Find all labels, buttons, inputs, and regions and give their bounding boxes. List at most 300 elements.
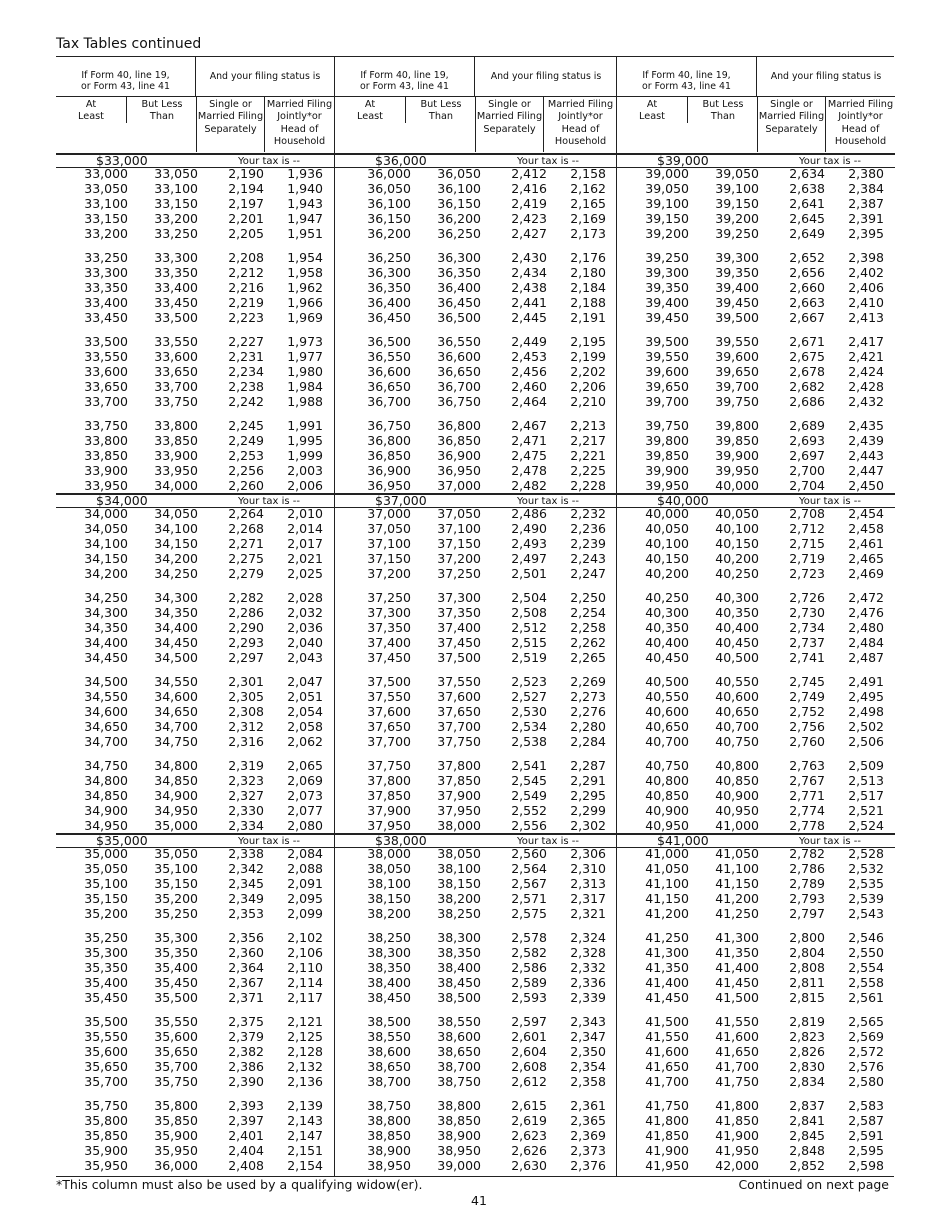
but-less-value: 40,800 <box>715 758 759 773</box>
single-tax-value: 2,249 <box>228 433 264 448</box>
table-row <box>56 689 334 704</box>
at-least-value: 37,550 <box>367 689 411 704</box>
single-tax-value: 2,301 <box>228 674 264 689</box>
joint-tax-value: 1,988 <box>287 394 323 409</box>
but-less-value: 37,600 <box>437 689 481 704</box>
but-less-value: 33,100 <box>154 181 198 196</box>
table-row <box>56 803 334 818</box>
single-tax-value: 2,763 <box>789 758 825 773</box>
table-row <box>335 566 617 581</box>
at-least-value: 39,450 <box>645 310 689 325</box>
joint-tax-value: 2,432 <box>848 394 884 409</box>
joint-tax-value: 2,043 <box>287 650 323 665</box>
at-least-value: 39,400 <box>645 295 689 310</box>
table-row <box>56 1014 334 1029</box>
joint-tax-value: 2,225 <box>570 463 606 478</box>
table-row <box>56 635 334 650</box>
header-line: Than <box>149 111 175 123</box>
table-row <box>335 758 617 773</box>
at-least-value: 38,750 <box>367 1098 411 1113</box>
at-least-value: 40,500 <box>645 674 689 689</box>
table-row <box>617 394 895 409</box>
header-line: Married Filing <box>758 111 825 123</box>
at-least-value: 34,650 <box>84 719 128 734</box>
single-tax-value: 2,797 <box>789 906 825 921</box>
single-tax-value: 2,316 <box>228 734 264 749</box>
joint-tax-value: 2,469 <box>848 566 884 581</box>
table-row <box>56 334 334 349</box>
but-less-value: 38,550 <box>437 1014 481 1029</box>
at-least-value: 35,450 <box>84 990 128 1005</box>
table-row <box>335 803 617 818</box>
but-less-value: 37,250 <box>437 566 481 581</box>
at-least-value: 37,400 <box>367 635 411 650</box>
at-least-value: 33,600 <box>84 364 128 379</box>
table-row <box>56 394 334 409</box>
header-line: Household <box>554 135 607 147</box>
single-tax-value: 2,638 <box>789 181 825 196</box>
at-least-value: 41,050 <box>645 861 689 876</box>
joint-tax-value: 2,398 <box>848 250 884 265</box>
header-line: Least <box>639 111 665 123</box>
single-tax-value: 2,671 <box>789 334 825 349</box>
table-row <box>335 265 617 280</box>
table-row <box>335 876 617 891</box>
joint-tax-value: 2,302 <box>570 818 606 833</box>
single-tax-value: 2,552 <box>511 803 547 818</box>
single-tax-value: 2,527 <box>511 689 547 704</box>
single-tax-value: 2,260 <box>228 478 264 493</box>
but-less-value: 41,050 <box>715 846 759 861</box>
single-tax-value: 2,645 <box>789 211 825 226</box>
joint-tax-value: 2,495 <box>848 689 884 704</box>
single-tax-value: 2,382 <box>228 1044 264 1059</box>
table-row <box>56 590 334 605</box>
table-row <box>56 433 334 448</box>
table-row <box>56 448 334 463</box>
single-tax-value: 2,434 <box>511 265 547 280</box>
but-less-value: 33,400 <box>154 280 198 295</box>
at-least-value: 34,150 <box>84 551 128 566</box>
joint-tax-value: 2,354 <box>570 1059 606 1074</box>
joint-tax-value: 2,461 <box>848 536 884 551</box>
at-least-value: 36,700 <box>367 394 411 409</box>
but-less-value: 33,800 <box>154 418 198 433</box>
table-row <box>56 364 334 379</box>
joint-tax-value: 2,210 <box>570 394 606 409</box>
joint-tax-value: 2,583 <box>848 1098 884 1113</box>
table-row <box>617 975 895 990</box>
single-tax-value: 2,338 <box>228 846 264 861</box>
at-least-value: 41,000 <box>645 846 689 861</box>
header-line: Married Filing <box>266 99 333 110</box>
single-tax-value: 2,423 <box>511 211 547 226</box>
table-row <box>335 334 617 349</box>
table-row <box>617 719 895 734</box>
at-least-value: 38,650 <box>367 1059 411 1074</box>
at-least-value: 37,800 <box>367 773 411 788</box>
table-row <box>617 250 895 265</box>
table-row <box>617 590 895 605</box>
table-row <box>335 734 617 749</box>
single-tax-value: 2,760 <box>789 734 825 749</box>
table-row <box>617 310 895 325</box>
but-less-value: 38,150 <box>437 876 481 891</box>
single-tax-value: 2,663 <box>789 295 825 310</box>
at-least-value: 36,100 <box>367 196 411 211</box>
table-row <box>56 891 334 906</box>
but-less-value: 38,200 <box>437 891 481 906</box>
table-row <box>335 181 617 196</box>
joint-tax-value: 2,265 <box>570 650 606 665</box>
but-less-value: 41,000 <box>715 818 759 833</box>
single-tax-value: 2,504 <box>511 590 547 605</box>
bracket-label: $38,000 <box>375 833 427 848</box>
single-tax-value: 2,604 <box>511 1044 547 1059</box>
joint-tax-value: 2,361 <box>570 1098 606 1113</box>
bracket-label: $40,000 <box>657 493 709 508</box>
at-least-value: 41,450 <box>645 990 689 1005</box>
single-tax-value: 2,752 <box>789 704 825 719</box>
at-least-value: 40,800 <box>645 773 689 788</box>
but-less-value: 38,350 <box>437 945 481 960</box>
at-least-value: 38,950 <box>367 1158 411 1173</box>
but-less-value: 38,400 <box>437 960 481 975</box>
but-less-value: 35,650 <box>154 1044 198 1059</box>
at-least-value: 34,750 <box>84 758 128 773</box>
but-less-value: 39,350 <box>715 265 759 280</box>
table-row <box>335 349 617 364</box>
but-less-value: 36,900 <box>437 448 481 463</box>
table-row <box>335 891 617 906</box>
table-row <box>56 605 334 620</box>
at-least-value: 38,850 <box>367 1128 411 1143</box>
joint-tax-value: 2,413 <box>848 310 884 325</box>
header-line: If Form 40, line 19, <box>642 70 731 81</box>
joint-tax-value: 2,106 <box>287 945 323 960</box>
at-least-value: 35,650 <box>84 1059 128 1074</box>
but-less-value: 36,450 <box>437 295 481 310</box>
table-row <box>335 196 617 211</box>
joint-tax-value: 2,502 <box>848 719 884 734</box>
single-tax-value: 2,271 <box>228 536 264 551</box>
single-tax-value: 2,660 <box>789 280 825 295</box>
table-row <box>335 1113 617 1128</box>
at-least-value: 35,850 <box>84 1128 128 1143</box>
at-least-value: 40,650 <box>645 719 689 734</box>
single-tax-value: 2,545 <box>511 773 547 788</box>
joint-tax-value: 2,217 <box>570 433 606 448</box>
at-least-value: 37,500 <box>367 674 411 689</box>
joint-tax-value: 2,080 <box>287 818 323 833</box>
single-tax-value: 2,453 <box>511 349 547 364</box>
joint-tax-value: 2,480 <box>848 620 884 635</box>
but-less-value: 38,900 <box>437 1128 481 1143</box>
joint-tax-value: 2,358 <box>570 1074 606 1089</box>
column-headers <box>56 97 334 152</box>
at-least-value: 35,400 <box>84 975 128 990</box>
but-less-value: 41,600 <box>715 1029 759 1044</box>
but-less-value: 35,750 <box>154 1074 198 1089</box>
joint-tax-value: 2,332 <box>570 960 606 975</box>
table-row <box>335 719 617 734</box>
joint-tax-value: 2,202 <box>570 364 606 379</box>
but-less-value: 36,850 <box>437 433 481 448</box>
at-least-value: 36,250 <box>367 250 411 265</box>
bracket-label: $36,000 <box>375 153 427 168</box>
but-less-value: 38,800 <box>437 1098 481 1113</box>
joint-tax-value: 2,151 <box>287 1143 323 1158</box>
joint-tax-value: 2,421 <box>848 349 884 364</box>
at-least-value: 35,550 <box>84 1029 128 1044</box>
but-less-value: 40,300 <box>715 590 759 605</box>
table-row <box>56 181 334 196</box>
single-tax-value: 2,578 <box>511 930 547 945</box>
table-row <box>335 364 617 379</box>
at-least-value: 40,200 <box>645 566 689 581</box>
single-tax-value: 2,723 <box>789 566 825 581</box>
single-tax-value: 2,682 <box>789 379 825 394</box>
but-less-value: 40,950 <box>715 803 759 818</box>
table-row <box>335 1098 617 1113</box>
but-less-value: 39,700 <box>715 379 759 394</box>
at-least-value: 34,450 <box>84 650 128 665</box>
at-least-value: 39,250 <box>645 250 689 265</box>
at-least-value: 40,350 <box>645 620 689 635</box>
header-line: Than <box>710 111 736 123</box>
single-tax-value: 2,456 <box>511 364 547 379</box>
income-source-header <box>617 57 756 96</box>
table-row <box>617 1098 895 1113</box>
single-tax-value: 2,219 <box>228 295 264 310</box>
but-less-value: 42,000 <box>715 1158 759 1173</box>
table-row <box>617 650 895 665</box>
joint-tax-value: 2,247 <box>570 566 606 581</box>
table-row <box>617 788 895 803</box>
at-least-value: 34,350 <box>84 620 128 635</box>
joint-tax-value: 2,532 <box>848 861 884 876</box>
but-less-value: 40,600 <box>715 689 759 704</box>
but-less-value: 41,350 <box>715 945 759 960</box>
at-least-value: 34,200 <box>84 566 128 581</box>
at-least-value: 35,050 <box>84 861 128 876</box>
single-tax-value: 2,778 <box>789 818 825 833</box>
table-row <box>335 1029 617 1044</box>
at-least-value: 33,850 <box>84 448 128 463</box>
but-less-value: 33,250 <box>154 226 198 241</box>
joint-tax-value: 1,940 <box>287 181 323 196</box>
col-single <box>757 97 825 152</box>
at-least-value: 33,250 <box>84 250 128 265</box>
joint-tax-value: 1,995 <box>287 433 323 448</box>
but-less-value: 33,050 <box>154 166 198 181</box>
table-row <box>56 758 334 773</box>
single-tax-value: 2,789 <box>789 876 825 891</box>
single-tax-value: 2,360 <box>228 945 264 960</box>
at-least-value: 36,350 <box>367 280 411 295</box>
table-row <box>617 674 895 689</box>
joint-tax-value: 2,284 <box>570 734 606 749</box>
at-least-value: 34,950 <box>84 818 128 833</box>
at-least-value: 36,050 <box>367 181 411 196</box>
but-less-value: 40,750 <box>715 734 759 749</box>
table-row <box>335 280 617 295</box>
table-row <box>617 1113 895 1128</box>
but-less-value: 38,450 <box>437 975 481 990</box>
single-tax-value: 2,786 <box>789 861 825 876</box>
table-row <box>617 379 895 394</box>
but-less-value: 38,750 <box>437 1074 481 1089</box>
single-tax-value: 2,449 <box>511 334 547 349</box>
joint-tax-value: 2,191 <box>570 310 606 325</box>
tax-is-label: Your tax is -- <box>798 496 862 507</box>
at-least-value: 35,250 <box>84 930 128 945</box>
single-tax-value: 2,386 <box>228 1059 264 1074</box>
joint-tax-value: 2,088 <box>287 861 323 876</box>
single-tax-value: 2,519 <box>511 650 547 665</box>
table-row <box>335 773 617 788</box>
single-tax-value: 2,327 <box>228 788 264 803</box>
but-less-value: 36,350 <box>437 265 481 280</box>
table-row <box>56 265 334 280</box>
table-row <box>617 605 895 620</box>
table-row <box>617 704 895 719</box>
joint-tax-value: 2,114 <box>287 975 323 990</box>
table-row <box>56 1128 334 1143</box>
table-row <box>617 166 895 181</box>
but-less-value: 39,600 <box>715 349 759 364</box>
at-least-value: 39,900 <box>645 463 689 478</box>
but-less-value: 39,450 <box>715 295 759 310</box>
but-less-value: 40,000 <box>715 478 759 493</box>
table-row <box>335 551 617 566</box>
at-least-value: 39,850 <box>645 448 689 463</box>
at-least-value: 35,800 <box>84 1113 128 1128</box>
joint-tax-value: 2,162 <box>570 181 606 196</box>
but-less-value: 35,250 <box>154 906 198 921</box>
col-single <box>196 97 264 152</box>
but-less-value: 38,250 <box>437 906 481 921</box>
single-tax-value: 2,345 <box>228 876 264 891</box>
table-row <box>335 1014 617 1029</box>
col-but-less-than <box>405 97 476 123</box>
single-tax-value: 2,231 <box>228 349 264 364</box>
single-tax-value: 2,397 <box>228 1113 264 1128</box>
joint-tax-value: 2,572 <box>848 1044 884 1059</box>
at-least-value: 38,800 <box>367 1113 411 1128</box>
but-less-value: 40,100 <box>715 521 759 536</box>
joint-tax-value: 1,954 <box>287 250 323 265</box>
table-row <box>335 590 617 605</box>
header-line: Married Filing <box>476 111 543 123</box>
joint-tax-value: 1,966 <box>287 295 323 310</box>
at-least-value: 41,150 <box>645 891 689 906</box>
single-tax-value: 2,564 <box>511 861 547 876</box>
joint-tax-value: 2,580 <box>848 1074 884 1089</box>
joint-tax-value: 1,943 <box>287 196 323 211</box>
but-less-value: 36,200 <box>437 211 481 226</box>
header-line: At <box>364 99 376 110</box>
table-row <box>335 635 617 650</box>
single-tax-value: 2,427 <box>511 226 547 241</box>
joint-tax-value: 2,069 <box>287 773 323 788</box>
table-row <box>335 310 617 325</box>
but-less-value: 34,600 <box>154 689 198 704</box>
but-less-value: 41,250 <box>715 906 759 921</box>
at-least-value: 36,000 <box>367 166 411 181</box>
but-less-value: 38,000 <box>437 818 481 833</box>
single-tax-value: 2,379 <box>228 1029 264 1044</box>
table-row <box>335 605 617 620</box>
at-least-value: 34,850 <box>84 788 128 803</box>
single-tax-value: 2,734 <box>789 620 825 635</box>
single-tax-value: 2,342 <box>228 861 264 876</box>
but-less-value: 40,650 <box>715 704 759 719</box>
at-least-value: 36,150 <box>367 211 411 226</box>
but-less-value: 34,000 <box>154 478 198 493</box>
at-least-value: 36,800 <box>367 433 411 448</box>
at-least-value: 40,900 <box>645 803 689 818</box>
single-tax-value: 2,745 <box>789 674 825 689</box>
at-least-value: 41,900 <box>645 1143 689 1158</box>
table-row <box>335 448 617 463</box>
but-less-value: 34,400 <box>154 620 198 635</box>
joint-tax-value: 2,287 <box>570 758 606 773</box>
at-least-value: 35,500 <box>84 1014 128 1029</box>
at-least-value: 38,500 <box>367 1014 411 1029</box>
at-least-value: 40,850 <box>645 788 689 803</box>
header-line: Separately <box>204 123 257 135</box>
but-less-value: 35,150 <box>154 876 198 891</box>
at-least-value: 36,750 <box>367 418 411 433</box>
single-tax-value: 2,719 <box>789 551 825 566</box>
table-row <box>56 1113 334 1128</box>
at-least-value: 36,950 <box>367 478 411 493</box>
but-less-value: 35,100 <box>154 861 198 876</box>
at-least-value: 40,750 <box>645 758 689 773</box>
table-row <box>617 280 895 295</box>
but-less-value: 36,550 <box>437 334 481 349</box>
table-row <box>56 211 334 226</box>
but-less-value: 34,500 <box>154 650 198 665</box>
single-tax-value: 2,641 <box>789 196 825 211</box>
col-but-less-than <box>687 97 758 123</box>
table-row <box>617 1074 895 1089</box>
but-less-value: 35,050 <box>154 846 198 861</box>
single-tax-value: 2,715 <box>789 536 825 551</box>
but-less-value: 37,850 <box>437 773 481 788</box>
table-row <box>617 891 895 906</box>
joint-tax-value: 2,576 <box>848 1059 884 1074</box>
table-row <box>617 1158 895 1173</box>
table-row <box>56 734 334 749</box>
single-tax-value: 2,297 <box>228 650 264 665</box>
joint-tax-value: 2,554 <box>848 960 884 975</box>
table-row <box>335 478 617 493</box>
joint-tax-value: 2,269 <box>570 674 606 689</box>
but-less-value: 39,550 <box>715 334 759 349</box>
header-line: Married Filing <box>197 111 264 123</box>
header-line: Single or <box>488 99 531 110</box>
table-row <box>56 478 334 493</box>
but-less-value: 36,800 <box>437 418 481 433</box>
at-least-value: 33,350 <box>84 280 128 295</box>
at-least-value: 38,250 <box>367 930 411 945</box>
joint-tax-value: 2,443 <box>848 448 884 463</box>
table-row <box>56 960 334 975</box>
table-row <box>56 704 334 719</box>
at-least-value: 34,250 <box>84 590 128 605</box>
